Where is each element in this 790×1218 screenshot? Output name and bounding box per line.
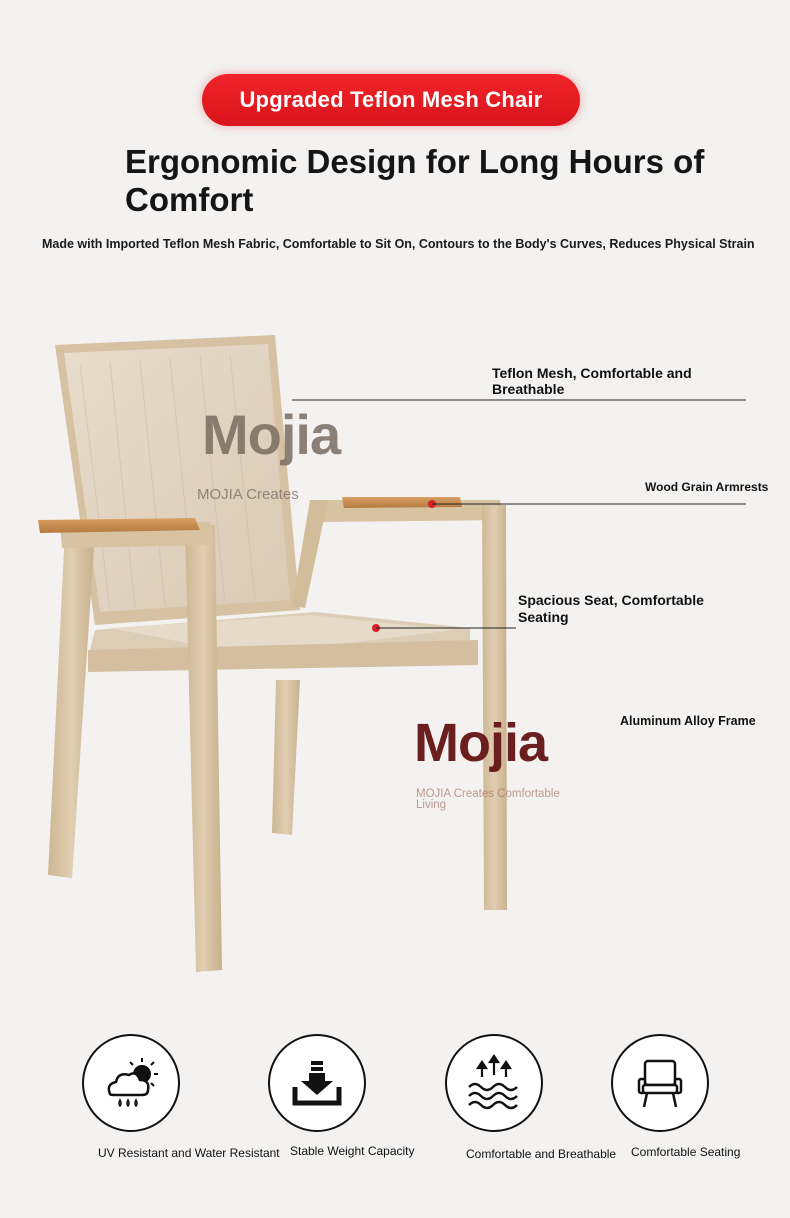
chair-image [0, 320, 790, 1000]
feature-breathable [445, 1034, 617, 1161]
download-tray-icon [268, 1034, 366, 1132]
callout-frame: Aluminum Alloy Frame [620, 714, 756, 728]
watermark-brand: Mojia [202, 403, 341, 466]
airflow-waves-icon [445, 1034, 543, 1132]
watermark-tagline: MOJIA Creates [197, 486, 299, 503]
feature-uv-water [82, 1034, 280, 1160]
weather-icon [82, 1034, 180, 1132]
callout-armrests: Wood Grain Armrests [645, 480, 769, 494]
callout-mesh: Teflon Mesh, Comfortable and Breathable [492, 365, 692, 397]
feature-label: UV Resistant and Water Resistant [98, 1146, 280, 1160]
product-badge-text: Upgraded Teflon Mesh Chair [239, 87, 543, 112]
callout-seat: Spacious Seat, Comfortable Seating [518, 592, 704, 625]
chair-icon [611, 1034, 709, 1132]
feature-label: Comfortable Seating [631, 1145, 741, 1159]
feature-label: Comfortable and Breathable [466, 1147, 617, 1161]
watermark-brand-secondary: Mojia [414, 713, 548, 773]
feature-label: Stable Weight Capacity [290, 1144, 415, 1158]
page-subtitle: Made with Imported Teflon Mesh Fabric, Comfortable to Sit On, Contours to the Body's Curves, Reduces Physical Strain [42, 237, 755, 251]
page-title: Ergonomic Design for Long Hours of Comfort [125, 143, 705, 218]
watermark-tagline-secondary: MOJIA Creates Comfortable Living [416, 788, 560, 811]
product-badge [202, 74, 580, 126]
feature-seating [611, 1034, 741, 1159]
feature-weight [268, 1034, 415, 1158]
